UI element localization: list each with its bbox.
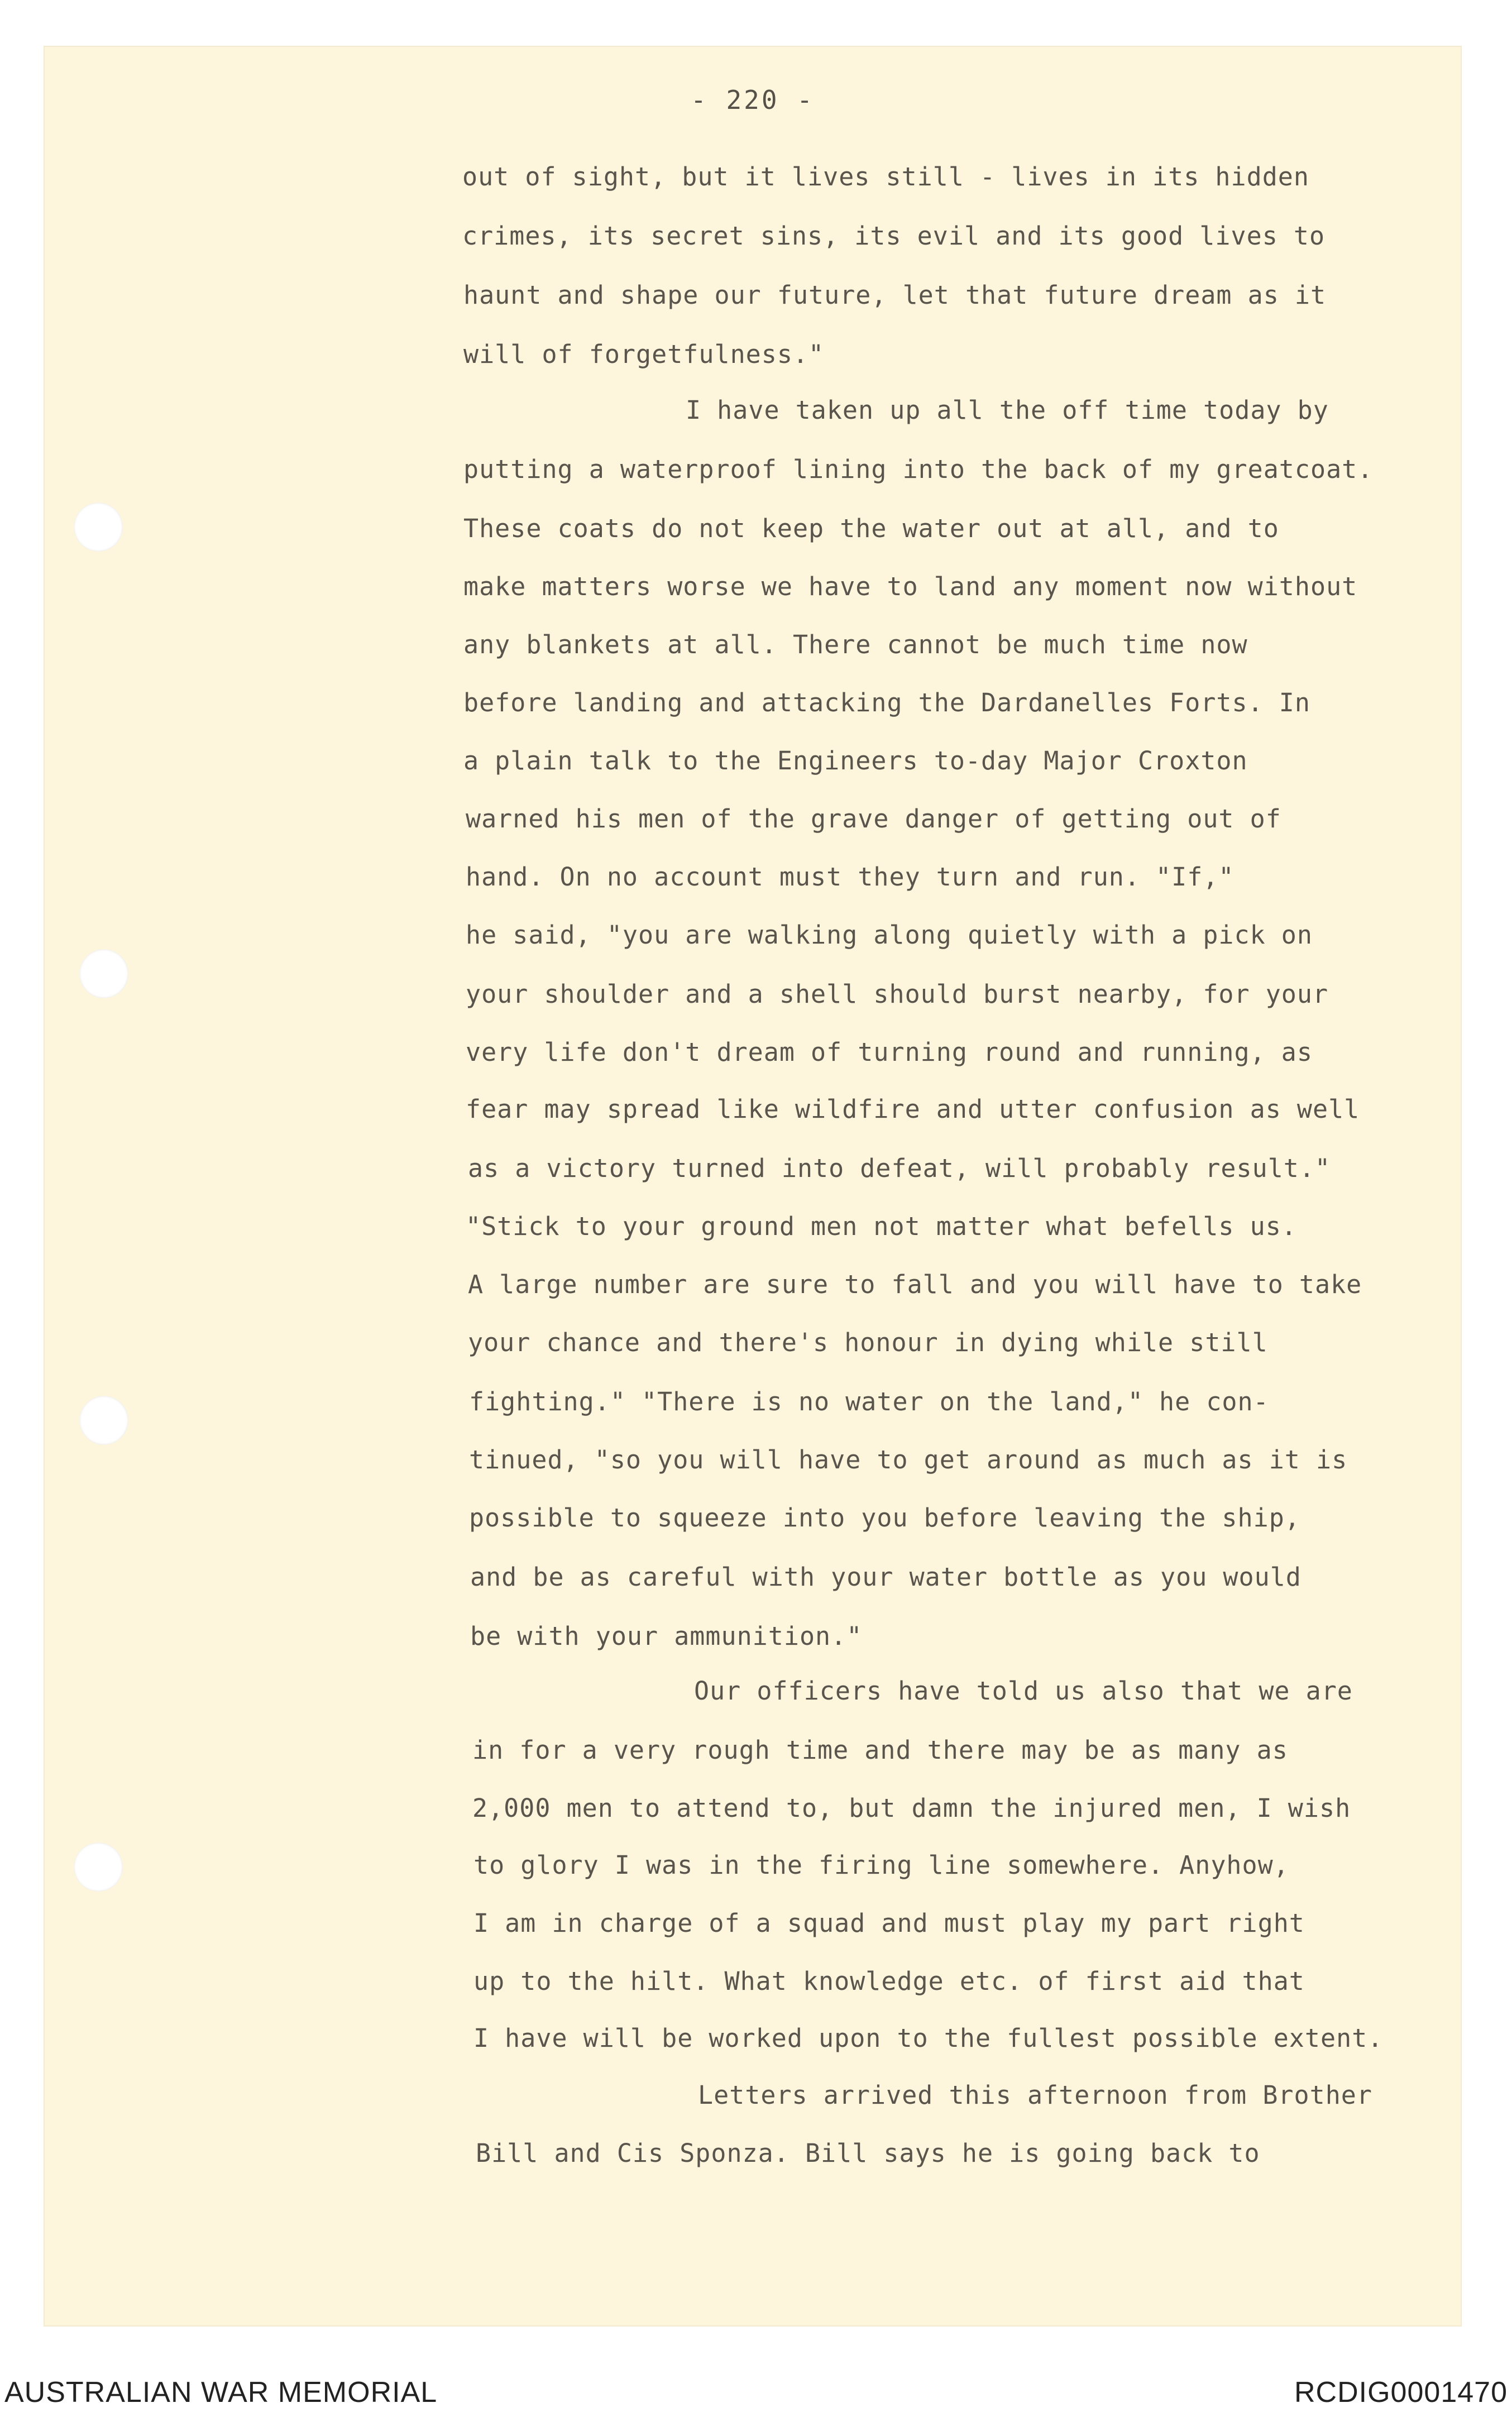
text-line: warned his men of the grave danger of getting out of bbox=[466, 804, 1281, 834]
text-line: "Stick to your ground men not matter what befells us. bbox=[466, 1212, 1297, 1241]
text-line: your chance and there's honour in dying while still bbox=[468, 1328, 1268, 1357]
text-line: out of sight, but it lives still - lives in its hidden bbox=[462, 162, 1309, 192]
text-line: A large number are sure to fall and you will have to take bbox=[468, 1270, 1362, 1299]
text-line: your shoulder and a shell should burst nearby, for your bbox=[466, 979, 1329, 1009]
text-line: tinued, "so you will have to get around as much as it is bbox=[469, 1445, 1348, 1475]
page-number: - 220 - bbox=[691, 85, 815, 115]
text-line: as a victory turned into defeat, will probably result." bbox=[468, 1153, 1331, 1183]
text-line: I have taken up all the off time today by bbox=[686, 395, 1329, 425]
footer-reference-id: RCDIG0001470 bbox=[1294, 2376, 1508, 2409]
text-line: in for a very rough time and there may be as many as bbox=[472, 1735, 1288, 1765]
text-line: These coats do not keep the water out at all, and to bbox=[463, 514, 1279, 543]
punch-hole bbox=[74, 1842, 123, 1892]
text-line: he said, "you are walking along quietly with a pick on bbox=[466, 920, 1313, 950]
text-line: I am in charge of a squad and must play my part right bbox=[473, 1908, 1305, 1938]
text-line: to glory I was in the firing line somewhere. Anyhow, bbox=[473, 1850, 1289, 1880]
text-line: haunt and shape our future, let that future dream as it bbox=[463, 280, 1327, 310]
text-line: any blankets at all. There cannot be much time now bbox=[463, 630, 1248, 659]
punch-hole bbox=[79, 1396, 128, 1445]
text-line: Letters arrived this afternoon from Brother bbox=[698, 2080, 1372, 2110]
text-line: Our officers have told us also that we are bbox=[694, 1676, 1353, 1706]
text-line: be with your ammunition." bbox=[470, 1621, 863, 1651]
punch-hole bbox=[79, 949, 128, 998]
text-line: hand. On no account must they turn and run. "If," bbox=[466, 862, 1235, 892]
text-line: possible to squeeze into you before leaving the ship, bbox=[469, 1503, 1300, 1533]
footer-institution: AUSTRALIAN WAR MEMORIAL bbox=[4, 2376, 438, 2409]
text-line: crimes, its secret sins, its evil and its good lives to bbox=[462, 221, 1326, 251]
text-line: 2,000 men to attend to, but damn the injured men, I wish bbox=[472, 1793, 1351, 1823]
text-line: I have will be worked upon to the fullest possible extent. bbox=[473, 2023, 1384, 2053]
text-line: a plain talk to the Engineers to-day Major Croxton bbox=[463, 746, 1248, 776]
text-line: Bill and Cis Sponza. Bill says he is going back to bbox=[476, 2138, 1260, 2168]
text-line: putting a waterproof lining into the back of my greatcoat. bbox=[463, 454, 1374, 484]
text-line: make matters worse we have to land any moment now without bbox=[463, 572, 1358, 601]
text-line: up to the hilt. What knowledge etc. of first aid that bbox=[473, 1966, 1305, 1996]
text-line: fighting." "There is no water on the land," he con- bbox=[469, 1387, 1269, 1416]
text-line: fear may spread like wildfire and utter confusion as well bbox=[466, 1094, 1360, 1124]
punch-hole bbox=[74, 502, 123, 552]
text-line: before landing and attacking the Dardanelles Forts. In bbox=[463, 688, 1310, 717]
text-line: and be as careful with your water bottle as you would bbox=[470, 1562, 1302, 1592]
text-line: will of forgetfulness." bbox=[463, 339, 825, 369]
text-line: very life don't dream of turning round and running, as bbox=[466, 1037, 1313, 1067]
typescript-page bbox=[44, 46, 1462, 2327]
